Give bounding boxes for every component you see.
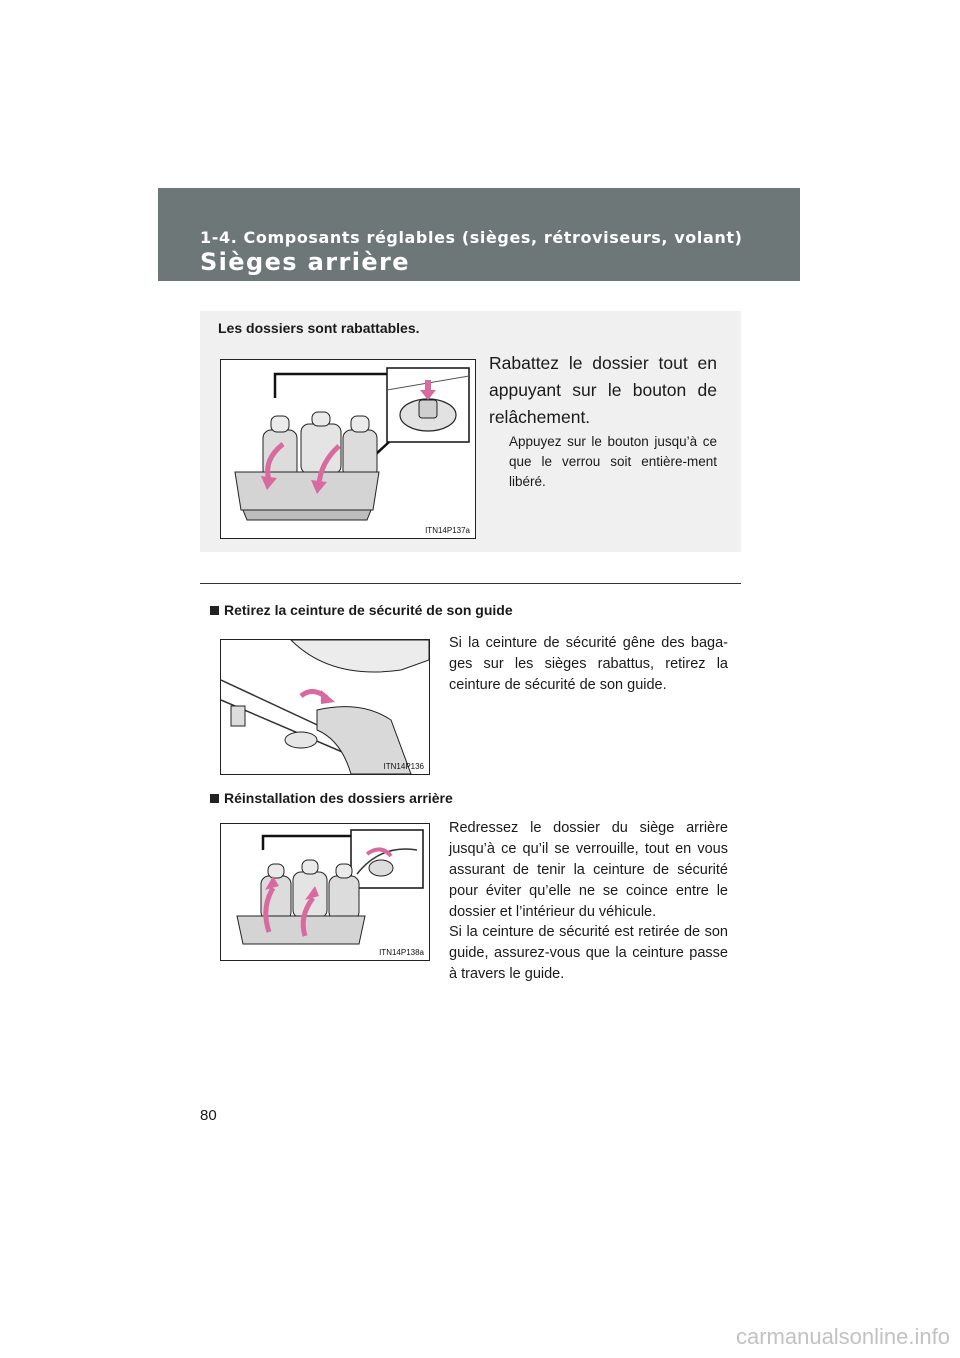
paragraph: Si la ceinture de sécurité gêne des baga-ges sur les sièges rabattus, retirez la ceinture de sécurité de son guide. [449, 635, 728, 693]
instruction-text: Rabattez le dossier tout en appuyant sur le bouton de relâchement. [489, 353, 717, 427]
section-heading-reinstall [210, 790, 453, 806]
watermark: carmanualsonline.info [735, 1324, 950, 1349]
figure-code: ITN14P138a [379, 948, 424, 957]
figure-reinstall-seat [220, 823, 430, 961]
figure-fold-seat [220, 359, 476, 539]
section-heading-text: Réinstallation des dossiers arrière [224, 790, 453, 806]
paragraph: Redressez le dossier du siège arrière jusqu’à ce qu’il se verrouille, tout en vous assurant de tenir la ceinture de sécurité pour éviter qu’elle ne se coince entre le dossier et l’intérieur du véhicule. [449, 820, 728, 920]
paragraph: Si la ceinture de sécurité est retirée de son guide, assurez-vous que la ceinture passe à travers le guide. [449, 924, 728, 982]
bullet-square-icon [210, 606, 219, 615]
figure-belt-guide [220, 639, 430, 775]
rear-seat-illustration [221, 360, 475, 538]
divider [200, 583, 741, 584]
section-title: 1-4. Composants réglables (sièges, rétroviseurs, volant) [200, 228, 743, 247]
figure-code: ITN14P137a [425, 526, 470, 535]
section-heading-text: Retirez la ceinture de sécurité de son guide [224, 602, 513, 618]
page-title: Sièges arrière [200, 248, 410, 276]
page-number: 80 [200, 1107, 217, 1124]
reinstall-seat-illustration [221, 824, 429, 960]
info-box-title: Les dossiers sont rabattables. [218, 320, 420, 336]
bullet-square-icon [210, 794, 219, 803]
section-heading-belt-guide [210, 602, 513, 618]
figure-code: ITN14P136 [383, 762, 424, 771]
sub-instruction-text: Appuyez sur le bouton jusqu’à ce que le verrou soit entière-ment libéré. [509, 434, 717, 489]
belt-guide-illustration [221, 640, 429, 774]
